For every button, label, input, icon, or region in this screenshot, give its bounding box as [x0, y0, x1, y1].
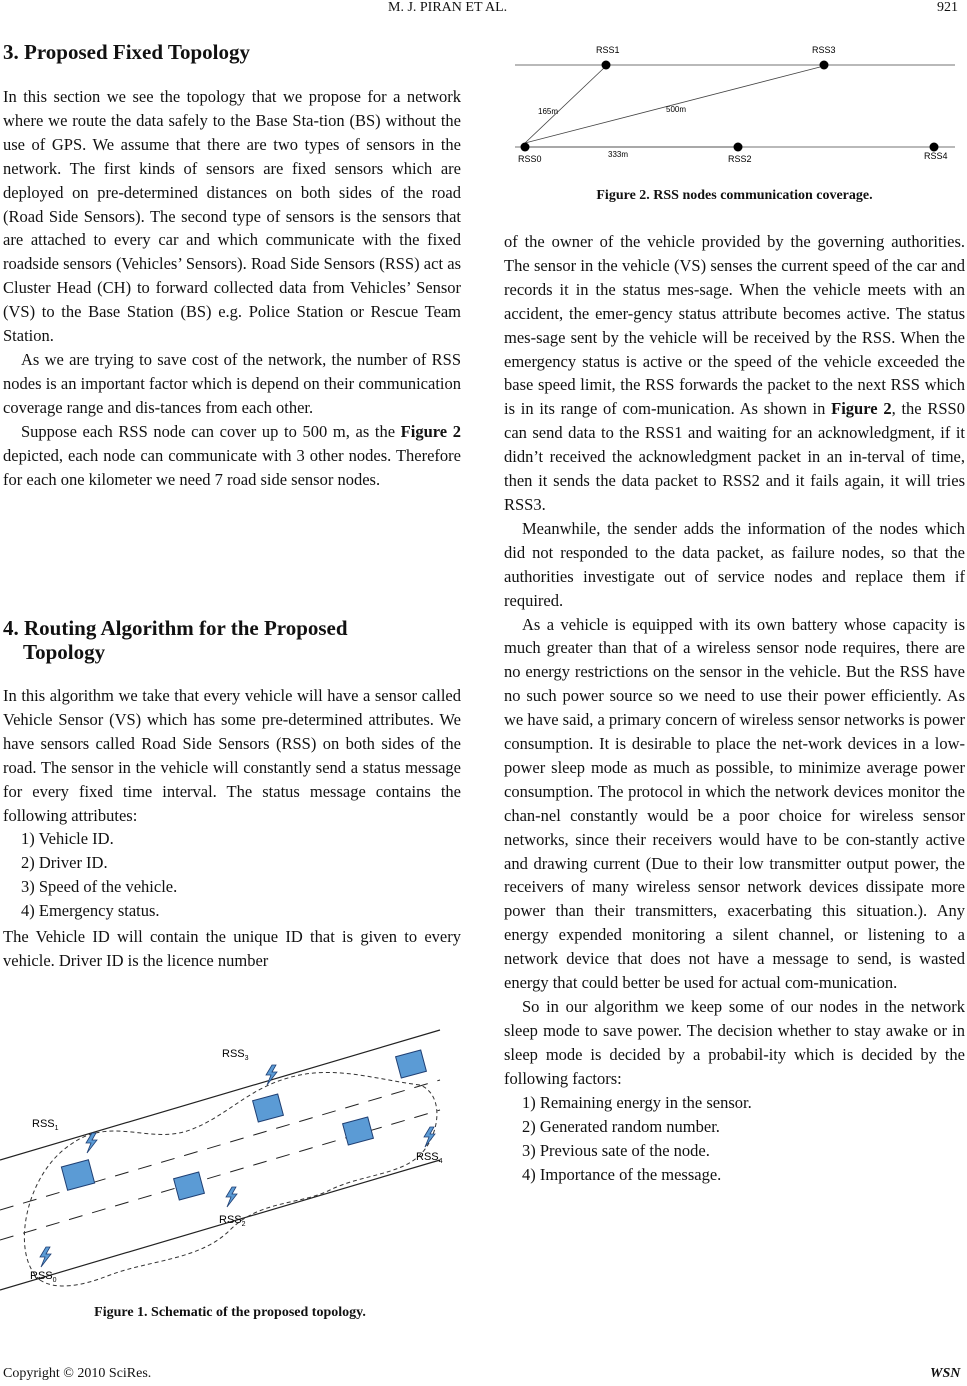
page-header — [0, 0, 967, 20]
sensor-icon — [424, 1127, 435, 1147]
sensor-icon — [40, 1247, 51, 1267]
vehicle-icon — [343, 1117, 374, 1145]
vehicle-icon — [396, 1050, 427, 1078]
list-item: 4) Importance of the message. — [522, 1164, 722, 1184]
figure-2-reference[interactable]: Figure 2 — [400, 421, 461, 441]
section-4-paragraph-2: The Vehicle ID will contain the unique ID that is given to every vehicle. Driver ID is the licence number — [3, 927, 461, 971]
distance-165m: 165m — [538, 107, 559, 116]
journal-abbrev: WSN — [930, 1366, 961, 1381]
distance-333m: 333m — [608, 150, 629, 159]
node-rss2 — [734, 143, 743, 152]
list-item: 1) Remaining energy in the sensor. — [522, 1092, 752, 1112]
copyright: Copyright © 2010 SciRes. — [3, 1366, 152, 1381]
sensor-icon — [266, 1065, 277, 1085]
figure-2-caption: Figure 2. RSS nodes communication coverage. — [596, 188, 873, 203]
sensor-icon — [226, 1187, 237, 1207]
distance-500m: 500m — [666, 105, 687, 114]
page-footer — [0, 1366, 967, 1386]
vehicle-icon — [61, 1160, 94, 1190]
list-item: 4) Emergency status. — [21, 901, 160, 921]
section-3-heading: 3. Proposed Fixed Topology — [3, 40, 250, 64]
figure-1 — [0, 1025, 460, 1300]
label-rss1: $RSS_1$ — [32, 1118, 59, 1132]
section-4-heading-line-2: Topology — [23, 640, 106, 664]
sensor-icon — [86, 1133, 97, 1153]
section-4-heading-line-1: 4. Routing Algorithm for the Proposed — [3, 616, 348, 640]
right-column — [504, 230, 965, 1187]
right-paragraph-1: of the owner of the vehicle provided by the governing authorities. The sensor in the vehicle (VS) senses the current speed of the car and records it in the status mes-sage. When the vehicle meets with an accident, the emer-gency status attribute becomes active. The status mes-sage sent by the vehicle will be received by the RSS. When the emergency status is active or the speed of the vehicle exceeded the base speed limit, the RSS forwards the packet to the next RSS which is in its range of com-munication. As shown in Figure 2, the RSS0 can send data to the RSS1 and waiting for an acknowledgment, if it didn’t received the acknowledgment packet in an in-terval of time, then it sends the data packet to RSS2 and it fails again, it will tries RSS3. — [504, 232, 965, 514]
figure-1-diagram — [0, 1025, 460, 1300]
section-3-paragraph-3: Suppose each RSS node can cover up to 500 m, as the Figure 2 depicted, each node can communicate with 3 other nodes. Therefore for each one kilometer we need 7 road side sensor nodes. — [3, 421, 461, 489]
node-rss3 — [820, 61, 829, 70]
list-item: 3) Previous sate of the node. — [522, 1140, 710, 1160]
label-rss0: RSS0 — [518, 154, 542, 164]
list-item: 1) Vehicle ID. — [21, 829, 114, 849]
label-rss4: $RSS_4$ — [416, 1151, 443, 1165]
label-rss3: $RSS_3$ — [222, 1048, 249, 1062]
section-3-paragraph-2: As we are trying to save cost of the network, the number of RSS nodes is an important factor which is depend on their communication coverage range and dis-tances from each other. — [3, 349, 461, 417]
right-paragraph-4: So in our algorithm we keep some of our nodes in the network sleep mode to save power. The decision whether to stay awake or in sleep mode is decided by a probabil-ity which is decided by the following factors: — [504, 997, 965, 1088]
figure-2-reference[interactable]: Figure 2 — [831, 399, 892, 419]
right-paragraph-3: As a vehicle is equipped with its own battery whose capacity is much greater than that of a wireless sensor node requires, there are no energy restrictions on the sensor in the vehicle. But the RSS have no such power source so we need to use their power efficiently. As we have said, a primary concern of wireless sensor networks is power consumption. It is desirable to place the net-work devices in a low-power sleep mode as much as possible, to minimize average power consumption. The protocol in which the network devices monitor the chan-nel constantly would be a poor choice for wireless sensor networks, since their receivers would have to be con-stantly active and drawing current (Due to their low transmitter output power, the receivers of many wireless sensor network devices dissipate more power than their transmitters, exacerbating this situation.). Any energy expended monitoring a silent channel, or listening to a network device that does not have a message to send, is wasted energy that could better be used for actual com-munication. — [504, 614, 965, 993]
list-item: 3) Speed of the vehicle. — [21, 877, 178, 897]
list-item: 2) Driver ID. — [21, 853, 108, 873]
label-rss2: RSS2 — [728, 154, 752, 164]
page-number: 921 — [937, 0, 958, 15]
figure-1-caption: Figure 1. Schematic of the proposed topology. — [94, 1305, 366, 1320]
node-rss0 — [521, 143, 530, 152]
link-rss0-rss1 — [525, 67, 605, 143]
vehicle-icon — [174, 1172, 205, 1200]
label-rss4: RSS4 — [924, 151, 948, 161]
right-paragraph-2: Meanwhile, the sender adds the information of the nodes which did not responded to the data packet, as failure nodes, so that the authorities investigate out of service nodes and replace them if required. — [504, 518, 965, 610]
label-rss0: $RSS_0$ — [30, 1270, 57, 1284]
label-rss2: $RSS_2$ — [219, 1214, 246, 1228]
vehicle-icon — [253, 1094, 284, 1122]
list-item: 2) Generated random number. — [522, 1116, 720, 1136]
node-rss1 — [602, 61, 611, 70]
label-rss1: RSS1 — [596, 45, 620, 55]
figure-2-diagram — [510, 40, 960, 170]
section-3-paragraph-1: In this section we see the topology that we propose for a network where we route the data safely to the Base Sta-tion (BS) without the use of GPS. We assume that there are two types of sensors in the network. The first kinds of sensors are fixed sensors which are deployed on pre-determined distances on both sides of the road (Road Side Sensors). The second type of sensors is the sensors that are attached to every car and which communicate with the fixed roadside sensors (Vehicles’ Sensors). Road Side Sensors (RSS) act as Cluster Head (CH) to forward collected data from Vehicles’ Sensor (VS) to the Base Station (BS) e.g. Police Station or Rescue Team Station. — [3, 87, 461, 346]
section-4 — [3, 616, 461, 973]
section-4-paragraph-1: In this algorithm we take that every vehicle will have a sensor called Vehicle Sensor (VS) which has some pre-determined attributes. We have sensors called Road Side Sensors (RSS) on both sides of the road. The sensor in the vehicle will constantly send a status message for every fixed time interval. The status message contains the following attributes: — [3, 686, 461, 825]
road-centerline-1 — [0, 1080, 440, 1210]
left-column — [3, 40, 461, 491]
figure-2 — [510, 40, 960, 170]
running-title: M. J. PIRAN ET AL. — [388, 0, 508, 15]
section-4-heading — [3, 616, 461, 664]
road-edge-top — [0, 1030, 440, 1160]
label-rss3: RSS3 — [812, 45, 836, 55]
